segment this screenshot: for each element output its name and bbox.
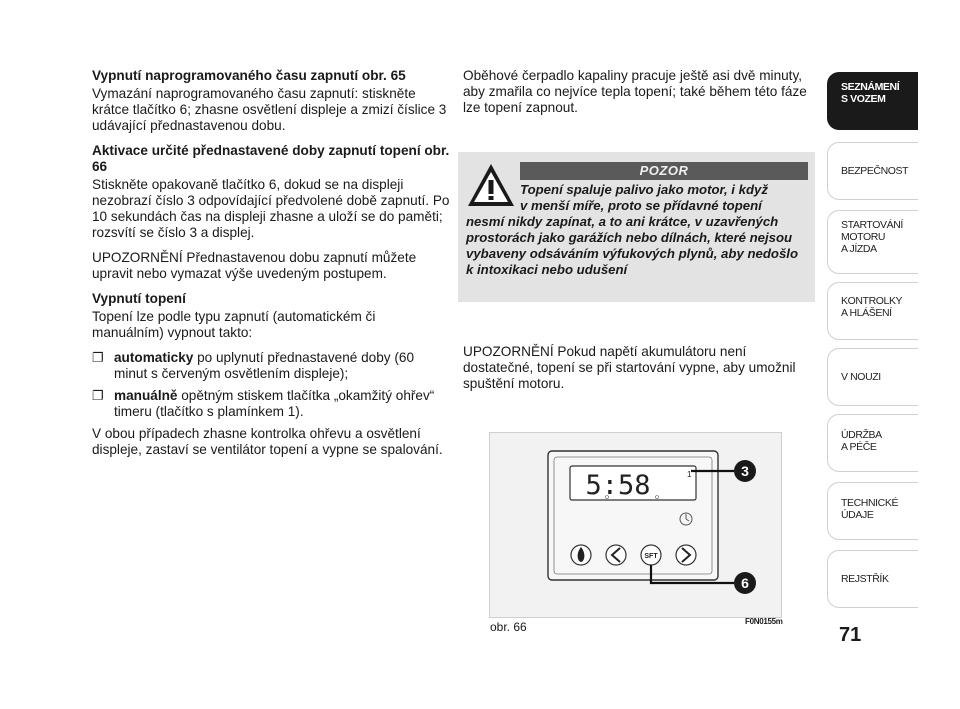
tab-udrzba[interactable]: ÚDRŽBA A PÉČE bbox=[827, 414, 918, 472]
paragraph-note: UPOZORNĚNÍ Pokud napětí akumulátoru není dostatečné, topení se při startování vypne, aby umožnil spuštění motoru. bbox=[463, 344, 796, 391]
flame-button[interactable] bbox=[571, 545, 591, 565]
bullet-text: opětným stiskem tlačítka „okamžitý ohřev“ timeru (tlačítko s plamínkem 1). bbox=[114, 388, 435, 419]
tab-startovani[interactable]: STARTOVÁNÍ MOTORU A JÍZDA bbox=[827, 210, 918, 274]
display-indicator: 1 bbox=[687, 470, 692, 479]
sft-button[interactable] bbox=[641, 545, 661, 565]
tab-seznameni[interactable]: SEZNÁMENÍ S VOZEM bbox=[827, 72, 918, 130]
heading-cancel-time: Vypnutí naprogramovaného času zapnutí obr. 65 bbox=[92, 68, 406, 83]
figure-timer bbox=[489, 432, 782, 618]
paragraph: Stiskněte opakovaně tlačítko 6, dokud se na displeji nezobrazí číslo 3 odpovídající předvolené době zapnutí. Po 10 sekundách čas na displeji zhasne a uloží se do paměti; rozsvítí se číslo 3 a displej. bbox=[92, 177, 450, 240]
svg-text:6: 6 bbox=[741, 575, 749, 591]
figure-code: F0N0155m bbox=[745, 617, 783, 626]
paragraph: Oběhové čerpadlo kapaliny pracuje ještě asi dvě minuty, aby zmařila co nejvíce tepla topení; také během této fáze lze topení zapnout. bbox=[463, 68, 807, 115]
svg-text:3: 3 bbox=[741, 463, 749, 479]
timer-illustration bbox=[490, 433, 781, 617]
right-arrow-button[interactable] bbox=[676, 545, 696, 565]
warning-text: Topení spaluje palivo jako motor, i když v menší míře, proto se přídavné topení nesmí nikdy zapínat, a to ani krátce, v uzavřených prostorách jako garážích nebo dílnách, které nejsou vybaveny odsáváním výfukových plynů, aby nedošlo k intoxikaci nebo udušení bbox=[466, 182, 798, 277]
tab-bezpecnost[interactable]: BEZPEČNOST bbox=[827, 142, 918, 200]
list-item bbox=[92, 388, 450, 420]
display-time: 5:58 bbox=[585, 470, 651, 501]
figure-caption: obr. 66 bbox=[490, 620, 527, 634]
list-item bbox=[92, 350, 450, 382]
heading-heater-off: Vypnutí topení bbox=[92, 291, 186, 306]
svg-text:SFT: SFT bbox=[644, 553, 658, 560]
checkbox-bullet-icon: ❐ bbox=[92, 388, 104, 403]
page-number: 71 bbox=[839, 624, 862, 646]
tab-v-nouzi[interactable]: V NOUZI bbox=[827, 348, 918, 406]
checkbox-bullet-icon: ❐ bbox=[92, 350, 104, 365]
paragraph: V obou případech zhasne kontrolka ohřevu a osvětlení displeje, zastaví se ventilátor topení a vypne se spalování. bbox=[92, 426, 443, 457]
right-column-note bbox=[463, 344, 803, 401]
left-arrow-button[interactable] bbox=[606, 545, 626, 565]
tab-kontrolky[interactable]: KONTROLKY A HLÁŠENÍ bbox=[827, 282, 918, 340]
tab-rejstrik[interactable]: REJSTŘÍK bbox=[827, 550, 918, 608]
left-column bbox=[92, 68, 450, 467]
bullet-term: manuálně bbox=[114, 388, 178, 403]
warning-box bbox=[458, 152, 815, 302]
bullet-term: automaticky bbox=[114, 350, 194, 365]
paragraph: Vymazání naprogramovaného času zapnutí: stiskněte krátce tlačítko 6; zhasne osvětlení displeje a zmizí číslice 3 udávající přednastavenou dobu. bbox=[92, 86, 447, 133]
paragraph: Topení lze podle typu zapnutí (automatickém či manuálním) vypnout takto: bbox=[92, 309, 376, 340]
bullet-text: po uplynutí přednastavené doby (60 minut s červeným osvětlením displeje); bbox=[114, 350, 415, 381]
warning-title: POZOR bbox=[520, 162, 808, 180]
heading-activate-time: Aktivace určité přednastavené doby zapnutí topení obr. 66 bbox=[92, 143, 450, 174]
right-column bbox=[463, 68, 815, 125]
paragraph-note: UPOZORNĚNÍ Přednastavenou dobu zapnutí můžete upravit nebo vymazat výše uvedeným postupem. bbox=[92, 250, 417, 281]
tab-technicke[interactable]: TECHNICKÉ ÚDAJE bbox=[827, 482, 918, 540]
